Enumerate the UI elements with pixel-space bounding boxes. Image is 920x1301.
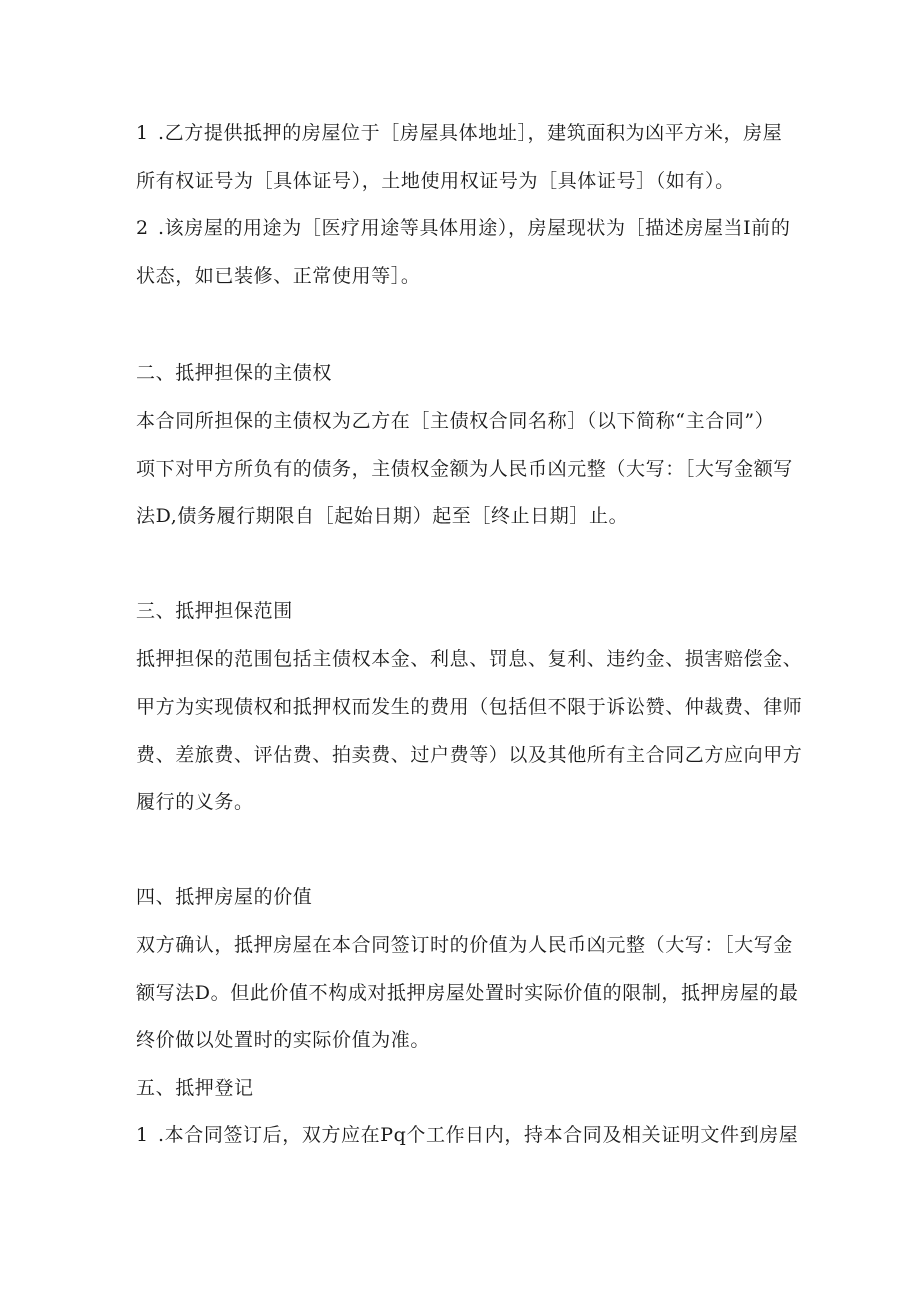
clause-number: 1 bbox=[136, 122, 149, 144]
section-3-line-2: 甲方为实现债权和抵押权而发生的费用（包括但不限于诉讼赞、仲裁费、律师 bbox=[136, 696, 803, 718]
section-4-line-3: 终价做以处置时的实际价值为准。 bbox=[136, 1029, 431, 1051]
section-2-line-2: 项下对甲方所负有的债务，主债权金额为人民币凶元整（大写：［大写金额写 bbox=[136, 458, 793, 480]
clause-1-line-2: 所有权证号为［具体证号），土地使用权证号为［具体证号］（如有）。 bbox=[136, 170, 735, 192]
section-3-line-3: 费、差旅费、评估费、拍卖费、过户费等）以及其他所有主合同乙方应向甲方 bbox=[136, 744, 803, 766]
clause-number: 1 bbox=[136, 1124, 149, 1146]
section-2-heading: 二、抵押担保的主债权 bbox=[136, 362, 333, 384]
clause-text: .该房屋的用途为［医疗用途等具体用途），房屋现状为［描述房屋当I前的 bbox=[158, 217, 791, 239]
section-5-clause-1 bbox=[136, 1122, 798, 1148]
section-2-line-1: 本合同所担保的主债权为乙方在［主债权合同名称］（以下简称“主合同”） bbox=[136, 410, 775, 432]
clause-2-line-2: 状态，如已装修、正常使用等］。 bbox=[136, 265, 421, 287]
section-5-heading: 五、抵押登记 bbox=[136, 1077, 254, 1099]
clause-number: 2 bbox=[136, 217, 149, 239]
clause-text: .本合同签订后，双方应在Pq个工作日内，持本合同及相关证明文件到房屋 bbox=[158, 1124, 799, 1146]
clause-1-line-1 bbox=[136, 120, 782, 146]
section-3-line-4: 履行的义务。 bbox=[136, 791, 254, 813]
clause-text: .乙方提供抵押的房屋位于［房屋具体地址］，建筑面积为凶平方米，房屋 bbox=[158, 122, 783, 144]
section-3-line-1: 抵押担保的范围包括主债权本金、利息、罚息、复利、违约金、损害赔偿金、 bbox=[136, 648, 803, 670]
section-4-line-1: 双方确认，抵押房屋在本合同签订时的价值为人民币凶元整（大写：［大写金 bbox=[136, 934, 793, 956]
clause-2-line-1 bbox=[136, 215, 790, 241]
section-4-line-2: 额写法D。但此价值不构成对抵押房屋处置时实际价值的限制，抵押房屋的最 bbox=[136, 982, 799, 1004]
section-4-heading: 四、抵押房屋的价值 bbox=[136, 886, 313, 908]
section-3-heading: 三、抵押担保范围 bbox=[136, 600, 293, 622]
section-2-line-3: 法D,债务履行期限自［起始日期）起至［终止日期］止。 bbox=[136, 505, 629, 527]
